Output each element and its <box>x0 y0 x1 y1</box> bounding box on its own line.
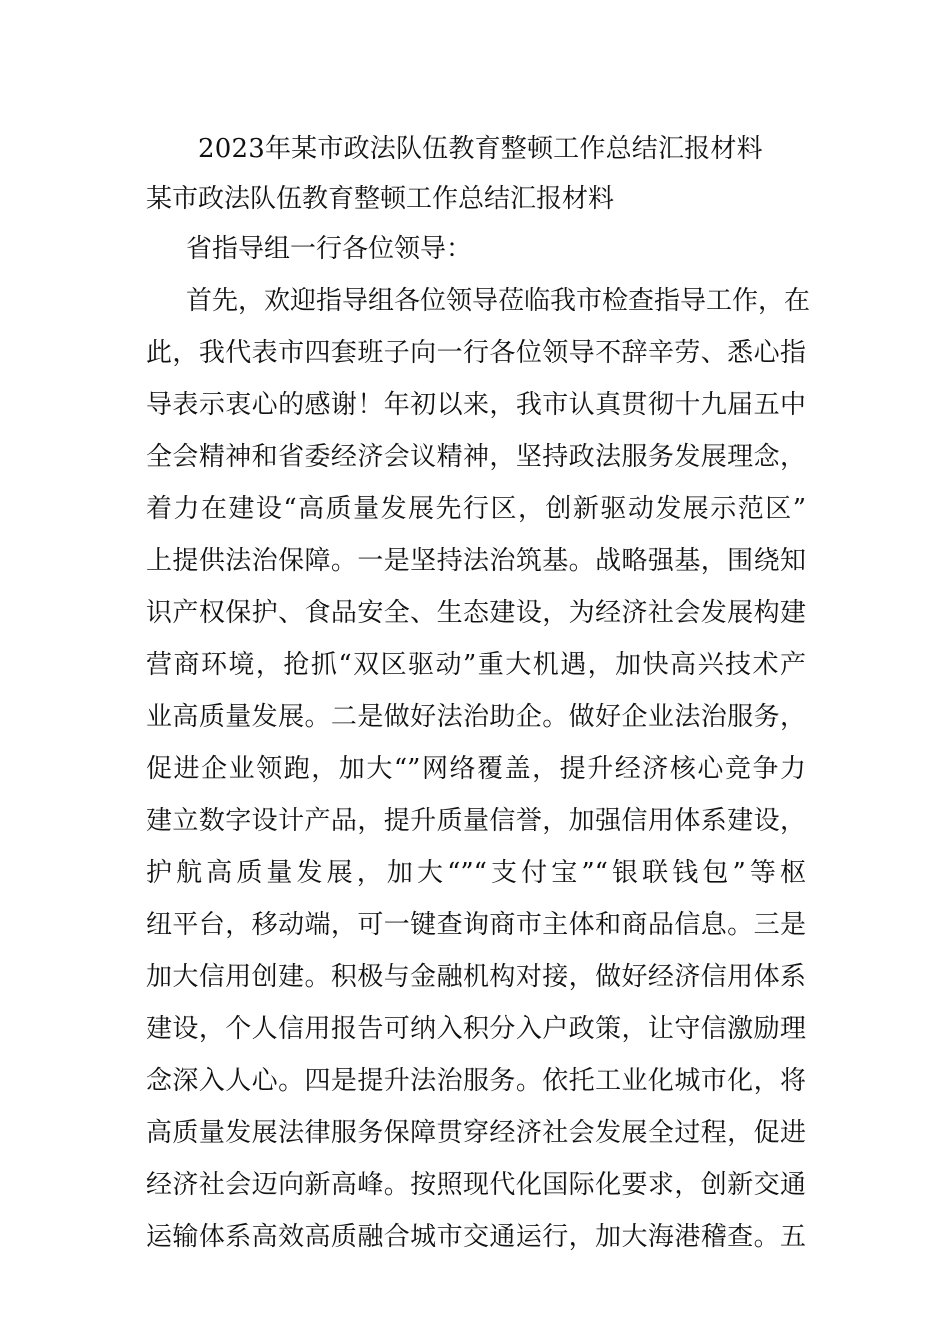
body-line: 着力在建设“高质量发展先行区，创新驱动发展示范区” <box>146 494 806 524</box>
body-line: 建立数字设计产品，提升质量信誉，加强信用体系建设， <box>146 806 806 836</box>
body-line: 识产权保护、食品安全、生态建设，为经济社会发展构建 <box>146 598 806 628</box>
body-line: 经济社会迈向新高峰。按照现代化国际化要求，创新交通 <box>146 1170 806 1200</box>
body-line: 护航高质量发展，加大“”“支付宝”“银联钱包”等枢 <box>146 858 806 888</box>
document-title: 2023年某市政法队伍教育整顿工作总结汇报材料 <box>198 134 763 164</box>
body-line: 建设，个人信用报告可纳入积分入户政策，让守信激励理 <box>146 1014 806 1044</box>
body-line: 促进企业领跑，加大“”网络覆盖，提升经济核心竞争力 <box>146 754 806 784</box>
body-line: 念深入人心。四是提升法治服务。依托工业化城市化，将 <box>146 1066 806 1096</box>
body-line: 上提供法治保障。一是坚持法治筑基。战略强基，围绕知 <box>146 546 806 576</box>
greeting-line: 省指导组一行各位领导： <box>186 234 473 264</box>
body-line: 营商环境，抢抓“双区驱动”重大机遇，加快高兴技术产 <box>146 650 806 680</box>
body-line: 业高质量发展。二是做好法治助企。做好企业法治服务， <box>146 702 806 732</box>
body-line: 运输体系高效高质融合城市交通运行，加大海港稽查。五 <box>146 1222 806 1252</box>
body-line: 首先，欢迎指导组各位领导莅临我市检查指导工作，在 <box>186 286 811 316</box>
body-line: 加大信用创建。积极与金融机构对接，做好经济信用体系 <box>146 962 806 992</box>
body-line: 此，我代表市四套班子向一行各位领导不辞辛劳、悉心指 <box>146 338 806 368</box>
body-line: 导表示衷心的感谢！年初以来，我市认真贯彻十九届五中 <box>146 390 806 420</box>
body-line: 高质量发展法律服务保障贯穿经济社会发展全过程，促进 <box>146 1118 806 1148</box>
document-subtitle: 某市政法队伍教育整顿工作总结汇报材料 <box>146 184 615 214</box>
body-line: 纽平台，移动端，可一键查询商市主体和商品信息。三是 <box>146 910 806 940</box>
body-line: 全会精神和省委经济会议精神，坚持政法服务发展理念， <box>146 442 806 472</box>
